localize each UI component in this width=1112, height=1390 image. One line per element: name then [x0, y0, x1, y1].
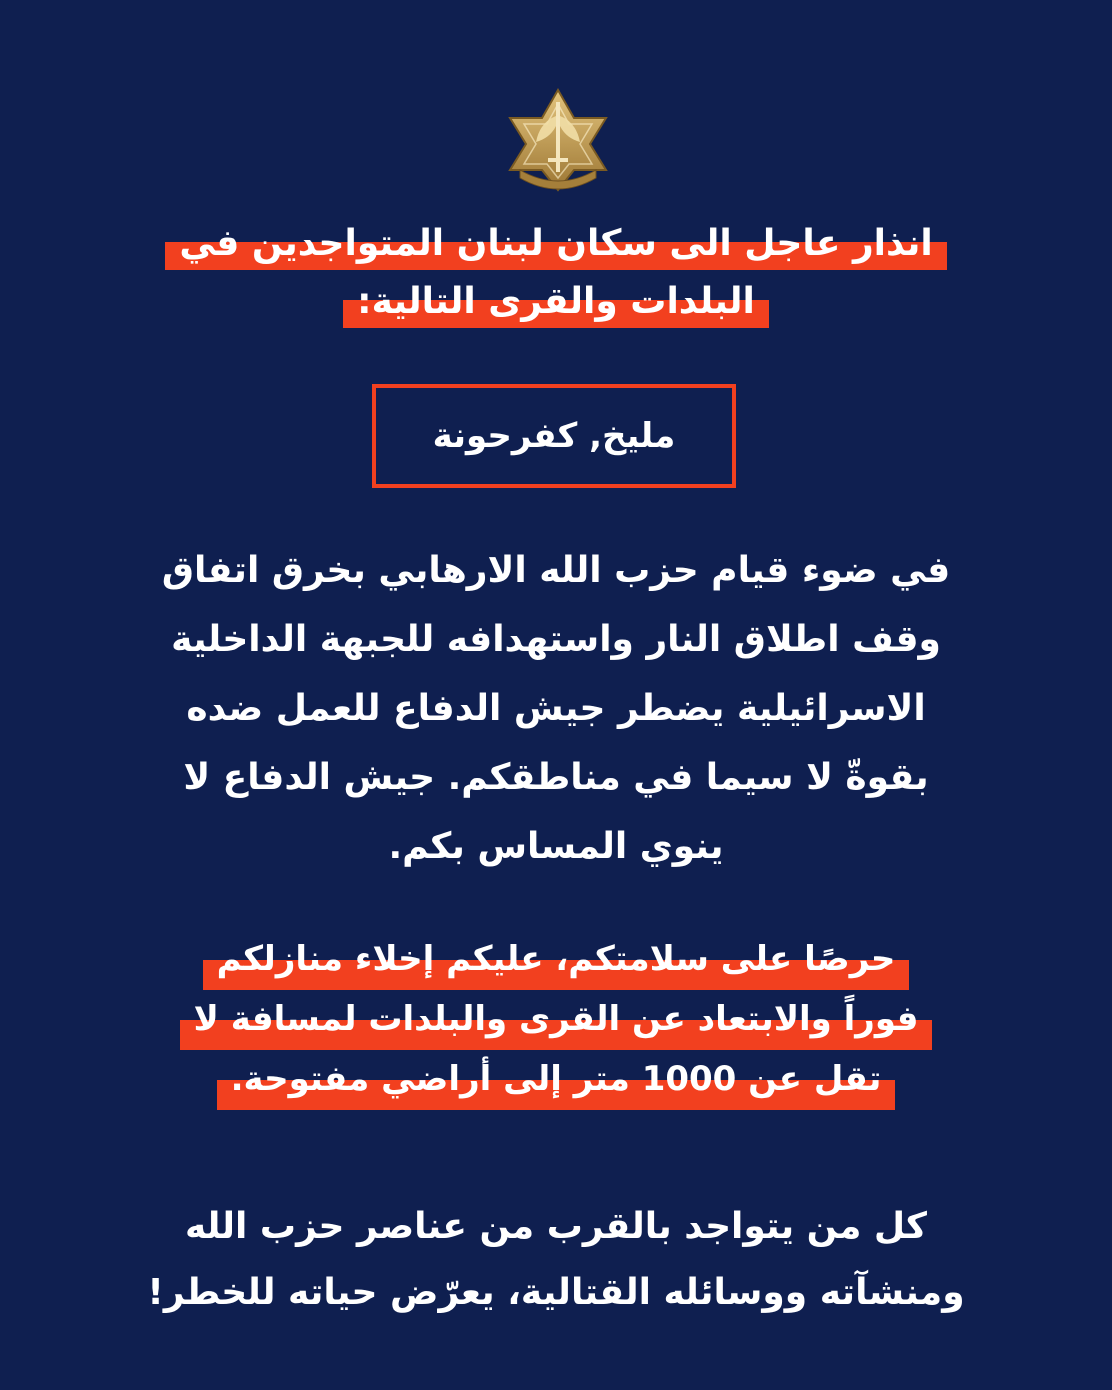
warning-line-text: تقل عن 1000 متر إلى أراضي مفتوحة. — [230, 1059, 882, 1099]
warning-line-text: حرصًا على سلامتكم، عليكم إخلاء منازلكم — [216, 939, 896, 979]
headline-line-text: انذار عاجل الى سكان لبنان المتواجدين في — [179, 223, 933, 264]
closing-line: ومنشآته ووسائله القتالية، يعرّض حياته للخطر! — [147, 1272, 965, 1313]
body-paragraph — [140, 536, 972, 881]
villages-box — [372, 384, 736, 488]
warning-line — [203, 938, 910, 998]
closing-paragraph — [120, 1194, 992, 1326]
body-line: الاسرائيلية يضطر جيش الدفاع للعمل ضده — [186, 688, 926, 729]
body-line: بقوةّ لا سيما في مناطقكم. جيش الدفاع لا — [183, 757, 929, 798]
headline — [0, 222, 1112, 338]
body-line: ينوي المساس بكم. — [388, 826, 724, 867]
headline-line-text: البلدات والقرى التالية: — [357, 281, 755, 322]
body-line: في ضوء قيام حزب الله الارهابي بخرق اتفاق — [161, 550, 951, 591]
warning-line-text: فوراً والابتعاد عن القرى والبلدات لمسافة لا — [193, 999, 919, 1039]
headline-line — [165, 222, 946, 280]
closing-line: كل من يتواجد بالقرب من عناصر حزب الله — [185, 1206, 927, 1247]
warning-line — [217, 1058, 896, 1118]
villages-label: مليخ, كفرحونة — [432, 416, 676, 456]
headline-line — [343, 280, 769, 338]
idf-emblem-icon — [502, 86, 614, 194]
warning-line — [180, 998, 933, 1058]
evacuation-warning — [0, 938, 1112, 1118]
body-line: وقف اطلاق النار واستهدافه للجبهة الداخلية — [171, 619, 941, 660]
